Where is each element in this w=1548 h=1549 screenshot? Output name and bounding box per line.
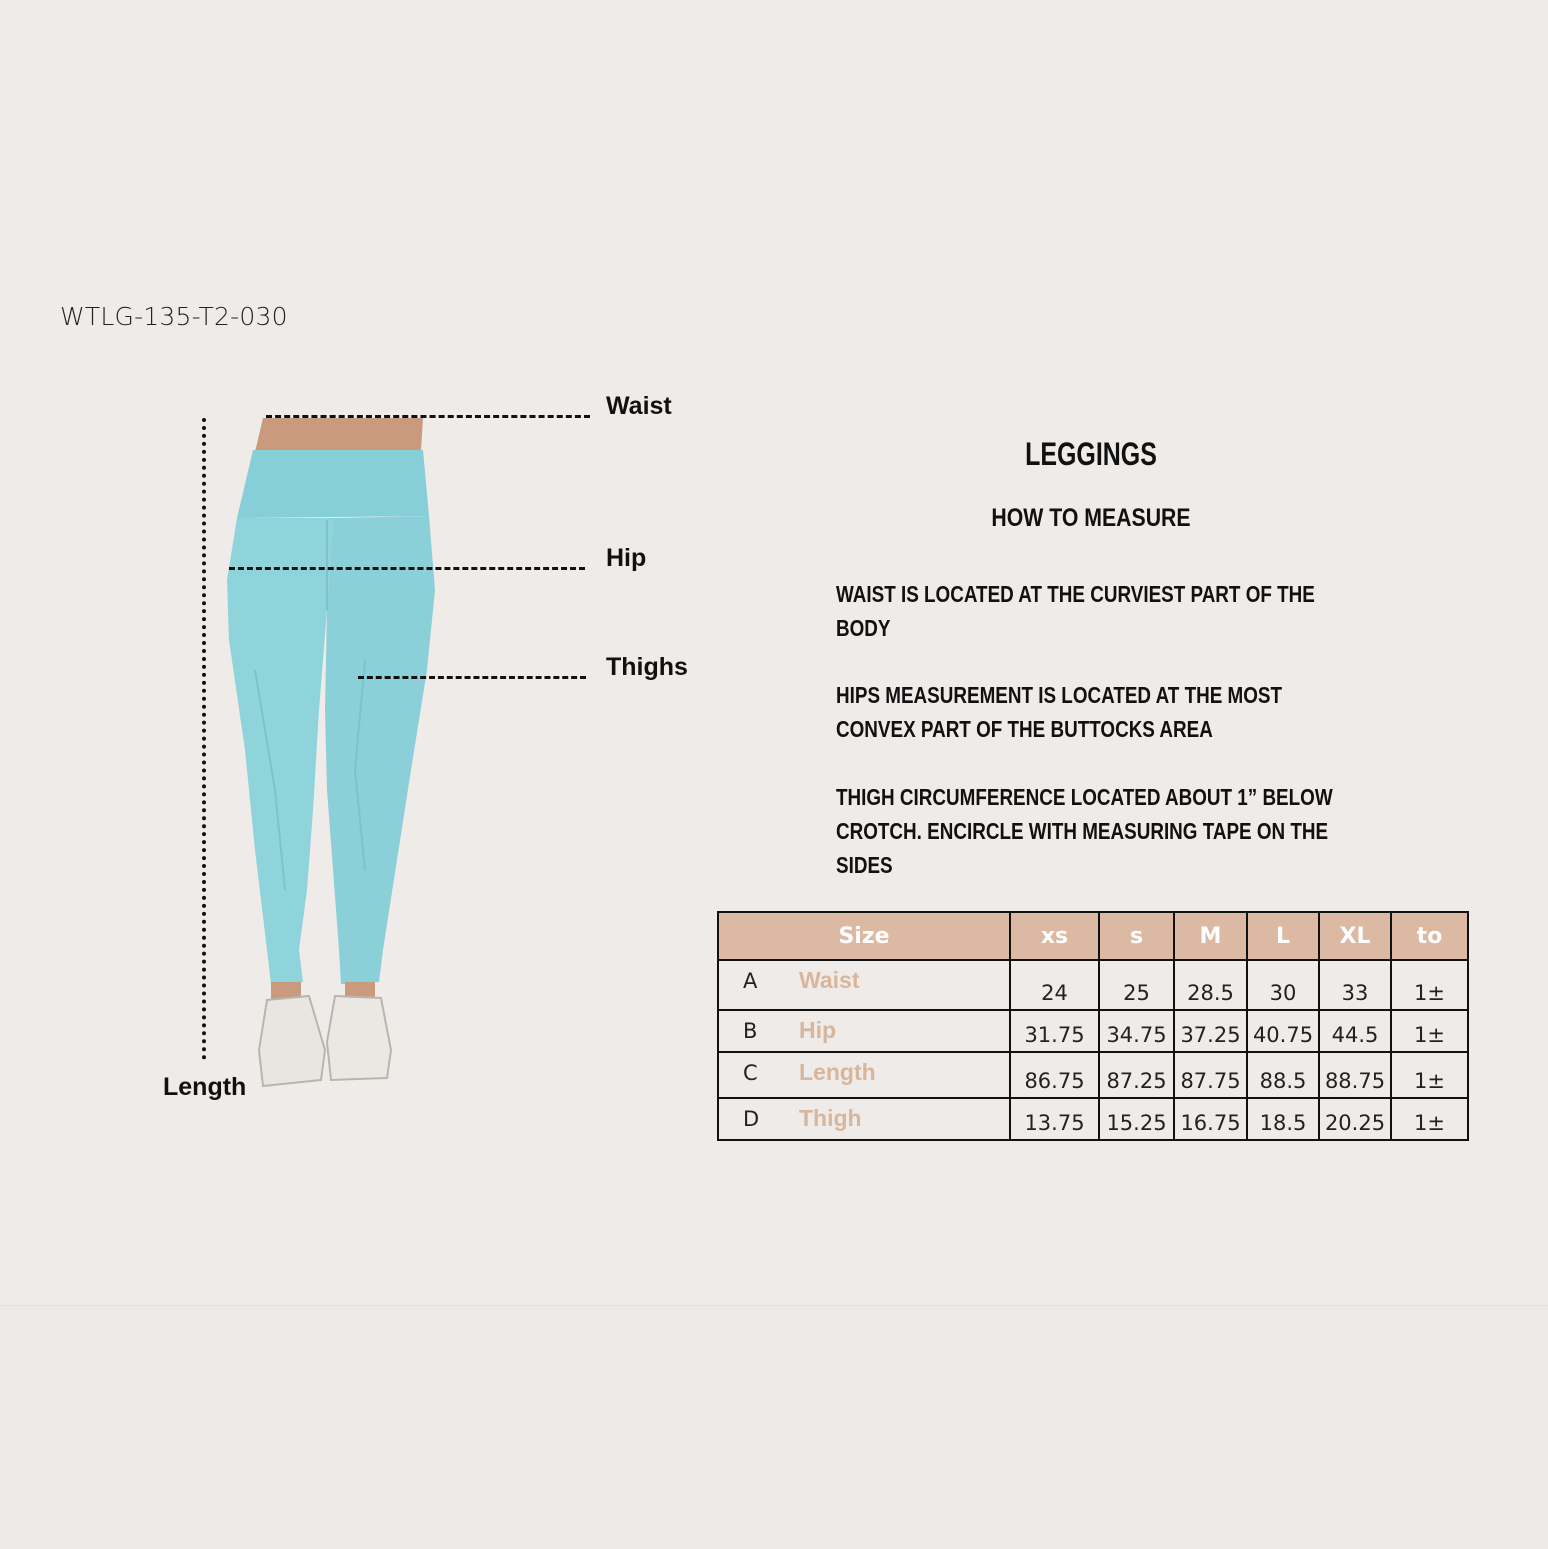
cell-value: 24 — [1010, 960, 1099, 1010]
waist-label: Waist — [606, 392, 672, 420]
cell-value: 44.5 — [1319, 1010, 1391, 1052]
cell-tolerance: 1± — [1391, 1098, 1468, 1140]
cell-value: 87.25 — [1099, 1052, 1174, 1098]
thigh-guide-line — [358, 676, 586, 679]
product-sku: WTLG-135-T2-030 — [60, 302, 288, 331]
hip-label: Hip — [606, 544, 647, 572]
row-measure-name: Waist — [799, 967, 860, 993]
cell-value: 28.5 — [1174, 960, 1247, 1010]
cell-value: 18.5 — [1247, 1098, 1319, 1140]
instruction-hips: HIPS MEASUREMENT IS LOCATED AT THE MOST CONVEX PART OF THE BUTTOCKS AREA — [836, 682, 1283, 742]
cell-value: 25 — [1099, 960, 1174, 1010]
row-measure-name: Length — [799, 1059, 876, 1085]
cell-value: 16.75 — [1174, 1098, 1247, 1140]
cell-tolerance: 1± — [1391, 960, 1468, 1010]
cell-value: 33 — [1319, 960, 1391, 1010]
row-head — [718, 960, 1010, 1010]
header-m: M — [1174, 912, 1247, 960]
header-l: L — [1247, 912, 1319, 960]
cell-tolerance: 1± — [1391, 1052, 1468, 1098]
cell-value: 87.75 — [1174, 1052, 1247, 1098]
thighs-label: Thighs — [606, 653, 688, 681]
table-row — [718, 1010, 1468, 1052]
bottom-band — [0, 1305, 1548, 1549]
cell-value: 34.75 — [1099, 1010, 1174, 1052]
cell-value: 31.75 — [1010, 1010, 1099, 1052]
table-row — [718, 960, 1468, 1010]
row-head — [718, 1052, 1010, 1098]
table-row — [718, 1098, 1468, 1140]
cell-value: 88.75 — [1319, 1052, 1391, 1098]
row-measure-name: Thigh — [799, 1105, 862, 1131]
hip-guide-line — [229, 567, 585, 570]
row-letter: D — [743, 1107, 760, 1131]
row-letter: B — [743, 1019, 758, 1043]
header-size: Size — [718, 912, 1010, 960]
table-row — [718, 1052, 1468, 1098]
cell-value: 37.25 — [1174, 1010, 1247, 1052]
header-xl: XL — [1319, 912, 1391, 960]
length-guide-line — [202, 418, 206, 1060]
header-xs: xs — [1010, 912, 1099, 960]
length-label: Length — [163, 1073, 247, 1101]
cell-value: 86.75 — [1010, 1052, 1099, 1098]
instruction-waist: WAIST IS LOCATED AT THE CURVIEST PART OF THE BODY — [836, 581, 1315, 641]
header-s: s — [1099, 912, 1174, 960]
row-head — [718, 1098, 1010, 1140]
instruction-thigh: THIGH CIRCUMFERENCE LOCATED ABOUT 1” BELOW CROTCH. ENCIRCLE WITH MEASURING TAPE ON THE SIDES — [836, 784, 1333, 878]
section-subtitle: HOW TO MEASURE — [991, 504, 1191, 532]
cell-tolerance: 1± — [1391, 1010, 1468, 1052]
cell-value: 20.25 — [1319, 1098, 1391, 1140]
cell-value: 30 — [1247, 960, 1319, 1010]
header-tolerance: to — [1391, 912, 1468, 960]
waist-guide-line — [266, 415, 590, 418]
cell-value: 88.5 — [1247, 1052, 1319, 1098]
row-head — [718, 1010, 1010, 1052]
page-title: LEGGINGS — [1025, 436, 1157, 472]
size-header-row — [718, 912, 1468, 960]
cell-value: 40.75 — [1247, 1010, 1319, 1052]
row-letter: A — [743, 969, 758, 993]
size-chart-table — [717, 911, 1469, 1141]
row-letter: C — [743, 1061, 758, 1085]
leggings-model-illustration — [215, 410, 450, 1100]
row-measure-name: Hip — [799, 1017, 837, 1043]
cell-value: 13.75 — [1010, 1098, 1099, 1140]
cell-value: 15.25 — [1099, 1098, 1174, 1140]
